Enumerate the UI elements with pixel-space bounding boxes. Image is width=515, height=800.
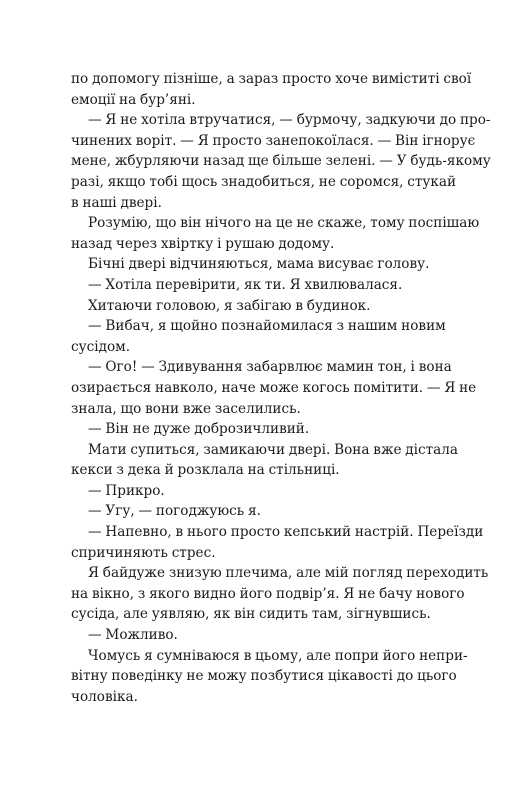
text-line: — Я не хотіла втручатися, — бурмочу, задкуючи до про- xyxy=(88,112,491,129)
text-line: кекси з дека й розклала на стільниці. xyxy=(71,462,340,479)
text-line: чоловіка. xyxy=(71,688,138,705)
text-line: назад через хвіртку і рушаю додому. xyxy=(71,235,335,252)
text-line: разі, якщо тобі щось знадобиться, не соромся, стукай xyxy=(71,173,457,190)
paragraph xyxy=(71,563,489,625)
paragraph xyxy=(71,440,459,481)
text-line: озирається навколо, наче може когось помітити. — Я не xyxy=(71,379,477,396)
text-line: сусіда, але уявляю, як він сидить там, зігнувшись. xyxy=(71,606,431,623)
text-line: Бічні двері відчиняються, мама висуває голову. xyxy=(88,256,430,273)
text-line: Розумію, що він нічого на це не скаже, тому поспішаю xyxy=(88,215,480,232)
paragraph xyxy=(71,501,445,522)
text-line: — Хотіла перевірити, як ти. Я хвилювалася. xyxy=(88,276,403,293)
text-line: вітну поведінку не можу позбутися цікавості до цього xyxy=(71,668,457,685)
paragraph xyxy=(71,625,445,646)
paragraph xyxy=(71,357,477,419)
paragraph xyxy=(71,481,445,502)
text-line: знала, що вони вже заселились. xyxy=(71,400,301,417)
text-line: спричиняють стрес. xyxy=(71,544,216,561)
text-line: Чомусь я сумніваюся в цьому, але попри його непри- xyxy=(88,647,468,664)
paragraph xyxy=(71,110,491,213)
text-line: мене, жбурляючи назад ще більше зелені. — У будь-якому xyxy=(71,153,491,170)
text-line: в наші двері. xyxy=(71,194,162,211)
text-line: чинених воріт. — Я просто занепокоїлася. — Він ігнорує xyxy=(71,132,476,149)
paragraph xyxy=(71,254,445,275)
text-line: Мати супиться, замикаючи двері. Вона вже дістала xyxy=(88,441,459,458)
paragraph xyxy=(71,69,472,110)
text-line: Я байдуже знизую плечима, але мій погляд переходить xyxy=(88,565,489,582)
text-line: — Вибач, я щойно познайомилася з нашим новим xyxy=(88,318,446,335)
paragraph xyxy=(71,296,445,317)
text-line: на вікно, з якого видно його подвір’я. Я не бачу нового xyxy=(71,585,465,602)
body-text xyxy=(71,69,491,707)
text-line: емоції на бур’яні. xyxy=(71,91,196,108)
text-line: — Напевно, в нього просто кепський настрій. Переїзди xyxy=(88,524,484,541)
text-line: — Прикро. xyxy=(88,482,165,499)
text-line: по допомогу пізніше, а зараз просто хоче виміститі свої xyxy=(71,71,472,87)
text-line: — Ого! — Здивування забарвлює мамин тон, і вона xyxy=(88,359,452,376)
paragraph xyxy=(71,213,480,254)
paragraph xyxy=(71,419,445,440)
text-line: сусідом. xyxy=(71,338,131,355)
text-line: — Він не дуже доброзичливий. xyxy=(88,421,310,438)
text-line: — Можливо. xyxy=(88,627,178,644)
paragraph xyxy=(71,522,484,563)
paragraph xyxy=(71,316,445,357)
text-line: — Угу, — погоджуюсь я. xyxy=(88,503,261,520)
text-line: Хитаючи головою, я забігаю в будинок. xyxy=(88,297,371,314)
paragraph xyxy=(71,275,445,296)
paragraph xyxy=(71,646,468,708)
